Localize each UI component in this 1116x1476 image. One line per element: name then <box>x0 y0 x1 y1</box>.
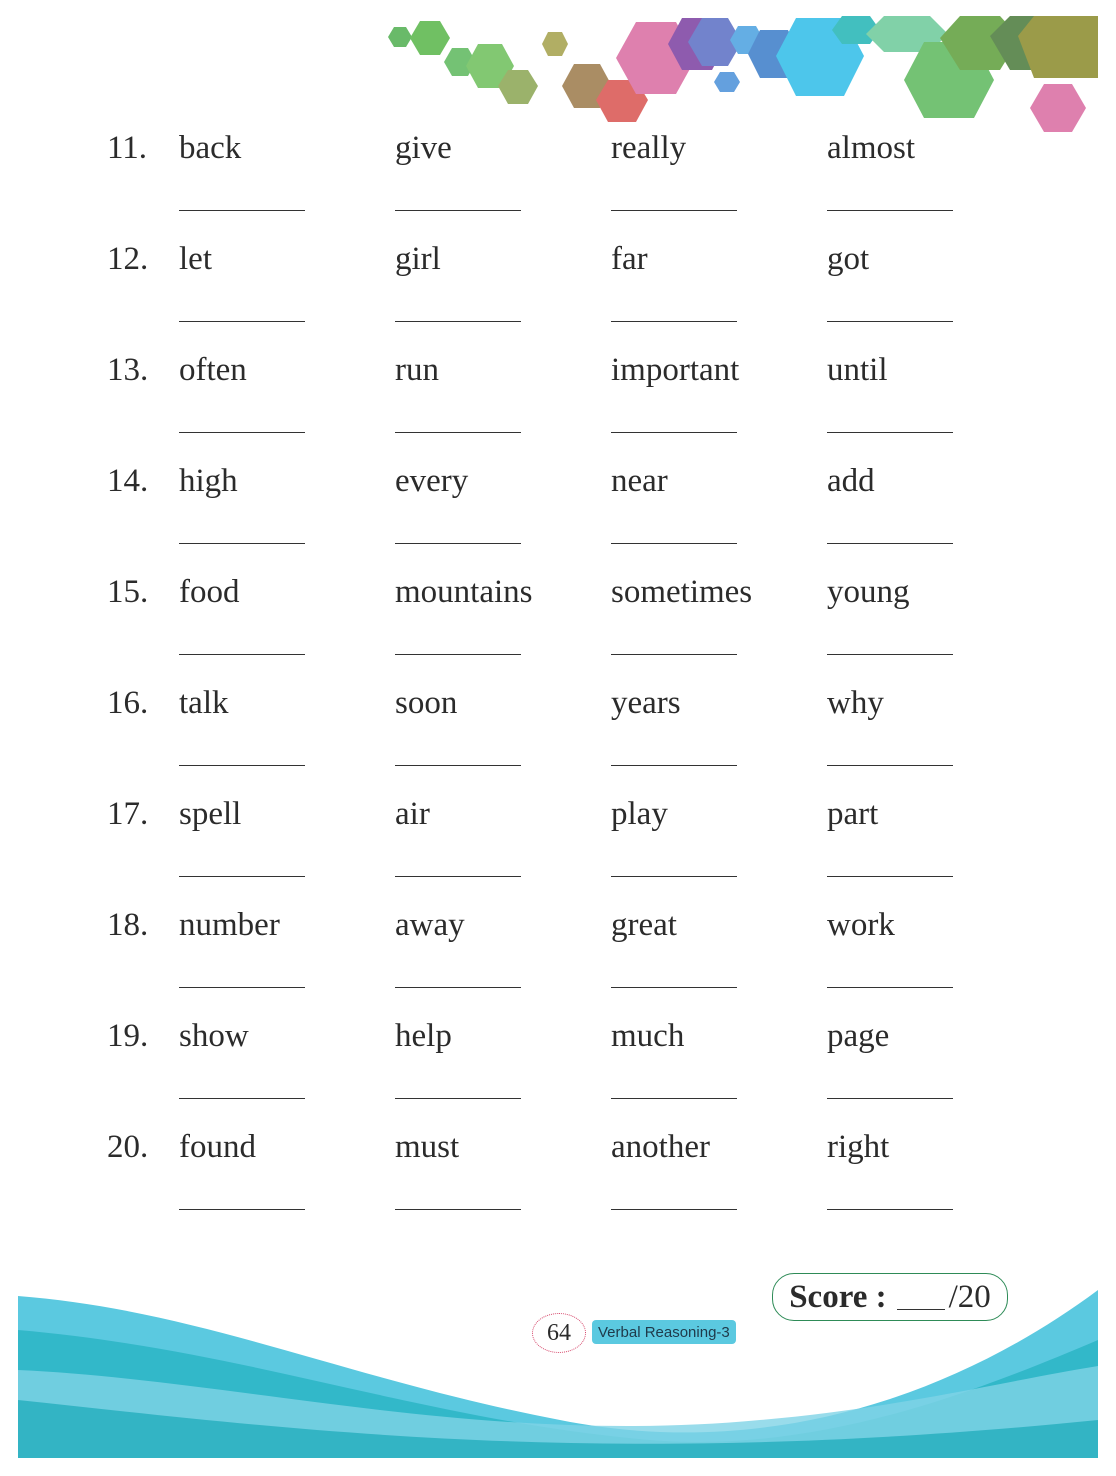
word: much <box>611 1018 685 1054</box>
list-item <box>0 120 1116 232</box>
score-blank[interactable] <box>897 1285 945 1310</box>
answer-blank[interactable] <box>611 1209 737 1210</box>
list-item <box>0 1119 1116 1231</box>
word: away <box>395 907 465 943</box>
page-number: 64 <box>532 1313 586 1353</box>
answer-blank[interactable] <box>395 876 521 877</box>
answer-blank[interactable] <box>395 654 521 655</box>
word: let <box>179 241 212 277</box>
list-item <box>0 453 1116 565</box>
list-item <box>0 342 1116 454</box>
answer-blank[interactable] <box>611 987 737 988</box>
item-number: 18. <box>107 907 149 943</box>
answer-blank[interactable] <box>395 543 521 544</box>
answer-blank[interactable] <box>179 432 305 433</box>
score-total: /20 <box>948 1278 991 1315</box>
answer-blank[interactable] <box>827 987 953 988</box>
answer-blank[interactable] <box>611 765 737 766</box>
answer-blank[interactable] <box>611 432 737 433</box>
answer-blank[interactable] <box>827 321 953 322</box>
item-number: 11. <box>107 130 148 166</box>
answer-blank[interactable] <box>179 654 305 655</box>
answer-blank[interactable] <box>611 321 737 322</box>
answer-blank[interactable] <box>179 876 305 877</box>
word: show <box>179 1018 249 1054</box>
item-number: 13. <box>107 352 149 388</box>
word: give <box>395 130 452 166</box>
answer-blank[interactable] <box>395 1098 521 1099</box>
word: every <box>395 463 469 499</box>
answer-blank[interactable] <box>611 543 737 544</box>
word: run <box>395 352 439 388</box>
book-title: Verbal Reasoning-3 <box>592 1320 736 1344</box>
answer-blank[interactable] <box>179 1209 305 1210</box>
word: talk <box>179 685 229 721</box>
answer-blank[interactable] <box>395 987 521 988</box>
word: got <box>827 241 870 277</box>
word: food <box>179 574 240 610</box>
word: right <box>827 1129 890 1165</box>
answer-blank[interactable] <box>827 543 953 544</box>
answer-blank[interactable] <box>827 432 953 433</box>
answer-blank[interactable] <box>827 1209 953 1210</box>
answer-blank[interactable] <box>827 1098 953 1099</box>
word: almost <box>827 130 915 166</box>
word: important <box>611 352 740 388</box>
word: back <box>179 130 242 166</box>
word: high <box>179 463 238 499</box>
score-label: Score : <box>789 1278 887 1315</box>
answer-blank[interactable] <box>395 210 521 211</box>
word: found <box>179 1129 256 1165</box>
answer-blank[interactable] <box>179 321 305 322</box>
answer-blank[interactable] <box>611 654 737 655</box>
answer-blank[interactable] <box>611 876 737 877</box>
list-item <box>0 675 1116 787</box>
answer-blank[interactable] <box>179 1098 305 1099</box>
word: far <box>611 241 648 277</box>
answer-blank[interactable] <box>827 210 953 211</box>
answer-blank[interactable] <box>179 210 305 211</box>
answer-blank[interactable] <box>611 210 737 211</box>
word: another <box>611 1129 710 1165</box>
list-item <box>0 786 1116 898</box>
word: great <box>611 907 677 943</box>
answer-blank[interactable] <box>395 432 521 433</box>
word: near <box>611 463 668 499</box>
list-item <box>0 1008 1116 1120</box>
item-number: 16. <box>107 685 149 721</box>
item-number: 14. <box>107 463 149 499</box>
word: soon <box>395 685 458 721</box>
word: why <box>827 685 884 721</box>
word: sometimes <box>611 574 753 610</box>
answer-blank[interactable] <box>179 765 305 766</box>
word: add <box>827 463 875 499</box>
list-item <box>0 897 1116 1009</box>
word: really <box>611 130 687 166</box>
word: spell <box>179 796 242 832</box>
answer-blank[interactable] <box>827 654 953 655</box>
word: must <box>395 1129 460 1165</box>
item-number: 17. <box>107 796 149 832</box>
word: page <box>827 1018 890 1054</box>
word: number <box>179 907 280 943</box>
word: years <box>611 685 681 721</box>
word: girl <box>395 241 441 277</box>
answer-blank[interactable] <box>179 543 305 544</box>
word: part <box>827 796 879 832</box>
answer-blank[interactable] <box>179 987 305 988</box>
list-item <box>0 564 1116 676</box>
answer-blank[interactable] <box>827 765 953 766</box>
word: mountains <box>395 574 533 610</box>
word: often <box>179 352 247 388</box>
score-box <box>772 1273 1008 1321</box>
answer-blank[interactable] <box>611 1098 737 1099</box>
item-number: 19. <box>107 1018 149 1054</box>
word: young <box>827 574 910 610</box>
list-item <box>0 231 1116 343</box>
word: help <box>395 1018 452 1054</box>
word: play <box>611 796 668 832</box>
word: work <box>827 907 895 943</box>
hexagon-decoration <box>0 0 1116 140</box>
answer-blank[interactable] <box>395 1209 521 1210</box>
item-number: 20. <box>107 1129 149 1165</box>
item-number: 12. <box>107 241 149 277</box>
item-number: 15. <box>107 574 149 610</box>
word: air <box>395 796 430 832</box>
answer-blank[interactable] <box>395 765 521 766</box>
answer-blank[interactable] <box>827 876 953 877</box>
word: until <box>827 352 888 388</box>
answer-blank[interactable] <box>395 321 521 322</box>
